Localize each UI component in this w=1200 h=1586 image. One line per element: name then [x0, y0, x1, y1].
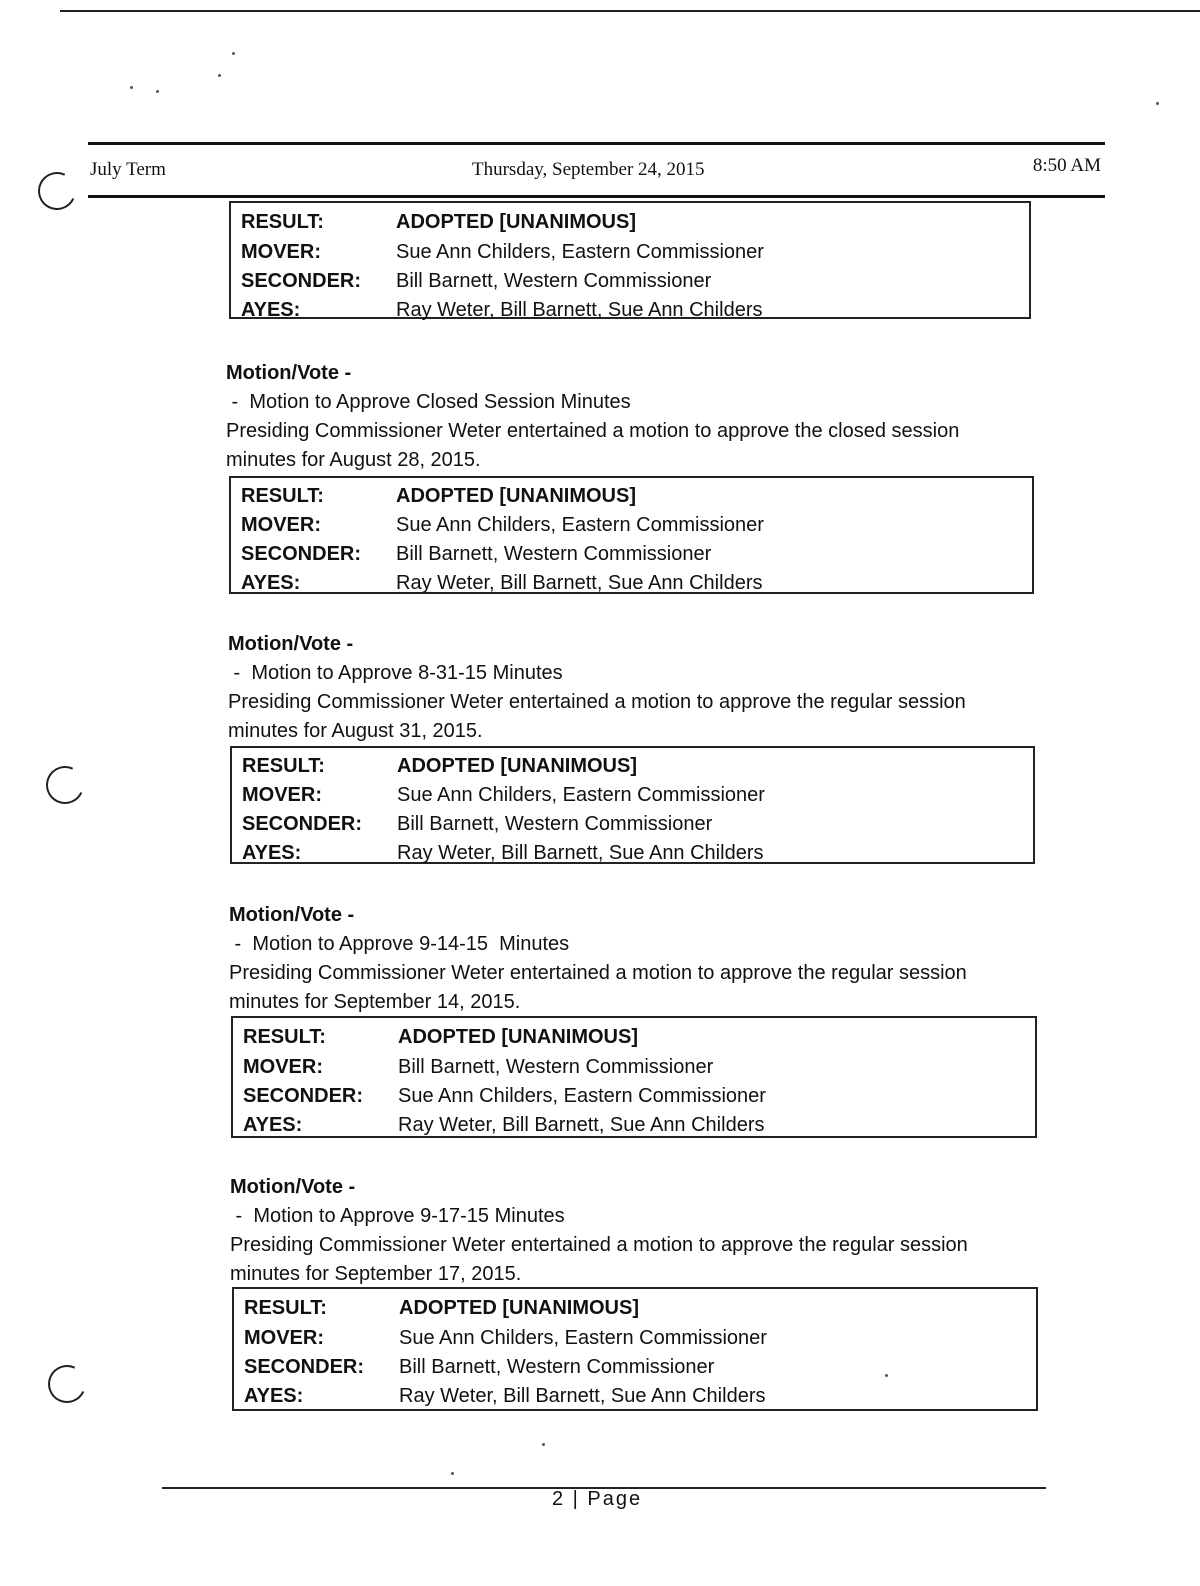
mover-label: MOVER: — [241, 241, 321, 263]
meeting-time: 8:50 AM — [1032, 155, 1101, 176]
motion-title: Motion/Vote - — [230, 1176, 356, 1198]
result-value: ADOPTED [UNANIMOUS] — [396, 211, 636, 233]
seconder-label: SECONDER: — [242, 813, 363, 835]
seconder-value: Bill Barnett, Western Commissioner — [397, 813, 713, 835]
motion-subtitle: - Motion to Approve 8-31-15 Minutes — [228, 662, 563, 684]
scan-speck — [130, 86, 133, 89]
result-value: ADOPTED [UNANIMOUS] — [398, 1026, 638, 1048]
punch-hole-icon — [41, 761, 90, 810]
seconder-label: SECONDER: — [243, 1085, 364, 1107]
punch-hole-icon — [33, 167, 82, 216]
mover-label: MOVER: — [244, 1327, 324, 1349]
ayes-label: AYES: — [243, 1114, 303, 1136]
mover-value: Sue Ann Childers, Eastern Commissioner — [396, 514, 764, 536]
mover-value: Sue Ann Childers, Eastern Commissioner — [399, 1327, 767, 1349]
scan-speck — [156, 90, 159, 93]
motion-section — [228, 630, 966, 746]
result-value: ADOPTED [UNANIMOUS] — [397, 755, 637, 777]
scan-speck — [542, 1443, 545, 1446]
ayes-value: Ray Weter, Bill Barnett, Sue Ann Childers — [396, 572, 763, 594]
scan-speck — [218, 74, 221, 77]
vote-result-box — [229, 201, 1031, 319]
page-header — [88, 142, 1105, 198]
punch-hole-icon — [43, 1360, 92, 1409]
scan-speck — [451, 1472, 454, 1475]
ayes-value: Ray Weter, Bill Barnett, Sue Ann Childers — [399, 1385, 766, 1407]
motion-description-cont: minutes for September 14, 2015. — [229, 991, 521, 1013]
ayes-value: Ray Weter, Bill Barnett, Sue Ann Childers — [398, 1114, 765, 1136]
ayes-label: AYES: — [242, 842, 302, 864]
seconder-value: Sue Ann Childers, Eastern Commissioner — [398, 1085, 766, 1107]
motion-subtitle: - Motion to Approve Closed Session Minutes — [226, 391, 631, 413]
motion-description: Presiding Commissioner Weter entertained a motion to approve the closed session — [226, 420, 960, 442]
vote-result-box — [232, 1287, 1038, 1411]
term-label: July Term — [90, 159, 166, 180]
motion-title: Motion/Vote - — [226, 362, 352, 384]
scan-top-edge — [60, 10, 1200, 12]
ayes-value: Ray Weter, Bill Barnett, Sue Ann Childers — [396, 299, 763, 321]
motion-description-cont: minutes for September 17, 2015. — [230, 1263, 522, 1285]
ayes-value: Ray Weter, Bill Barnett, Sue Ann Childers — [397, 842, 764, 864]
seconder-label: SECONDER: — [244, 1356, 365, 1378]
ayes-label: AYES: — [244, 1385, 304, 1407]
seconder-value: Bill Barnett, Western Commissioner — [396, 270, 712, 292]
motion-subtitle: - Motion to Approve 9-17-15 Minutes — [230, 1205, 565, 1227]
mover-label: MOVER: — [241, 514, 321, 536]
result-label: RESULT: — [241, 211, 324, 233]
scan-speck — [232, 52, 235, 55]
motion-subtitle: - Motion to Approve 9-14-15 Minutes — [229, 933, 570, 955]
motion-section — [226, 359, 959, 475]
seconder-value: Bill Barnett, Western Commissioner — [396, 543, 712, 565]
result-value: ADOPTED [UNANIMOUS] — [396, 485, 636, 507]
motion-description-cont: minutes for August 31, 2015. — [228, 720, 483, 742]
motion-description: Presiding Commissioner Weter entertained a motion to approve the regular session — [229, 962, 967, 984]
scan-speck — [1156, 102, 1159, 105]
ayes-label: AYES: — [241, 299, 301, 321]
vote-result-box — [229, 476, 1034, 594]
motion-section — [230, 1173, 968, 1289]
result-label: RESULT: — [244, 1297, 327, 1319]
seconder-value: Bill Barnett, Western Commissioner — [399, 1356, 715, 1378]
seconder-label: SECONDER: — [241, 543, 362, 565]
mover-label: MOVER: — [242, 784, 322, 806]
motion-title: Motion/Vote - — [228, 633, 354, 655]
vote-result-box — [231, 1016, 1037, 1138]
mover-value: Sue Ann Childers, Eastern Commissioner — [397, 784, 765, 806]
result-label: RESULT: — [241, 485, 324, 507]
vote-result-box — [230, 746, 1035, 864]
motion-section — [229, 901, 967, 1017]
motion-description-cont: minutes for August 28, 2015. — [226, 449, 481, 471]
ayes-label: AYES: — [241, 572, 301, 594]
meeting-date: Thursday, September 24, 2015 — [472, 159, 705, 180]
motion-title: Motion/Vote - — [229, 904, 355, 926]
result-label: RESULT: — [243, 1026, 326, 1048]
motion-description: Presiding Commissioner Weter entertained a motion to approve the regular session — [230, 1234, 968, 1256]
page-number: 2 | Page — [552, 1488, 643, 1510]
result-value: ADOPTED [UNANIMOUS] — [399, 1297, 639, 1319]
motion-description: Presiding Commissioner Weter entertained a motion to approve the regular session — [228, 691, 966, 713]
mover-label: MOVER: — [243, 1056, 323, 1078]
mover-value: Sue Ann Childers, Eastern Commissioner — [396, 241, 764, 263]
seconder-label: SECONDER: — [241, 270, 362, 292]
result-label: RESULT: — [242, 755, 325, 777]
mover-value: Bill Barnett, Western Commissioner — [398, 1056, 714, 1078]
